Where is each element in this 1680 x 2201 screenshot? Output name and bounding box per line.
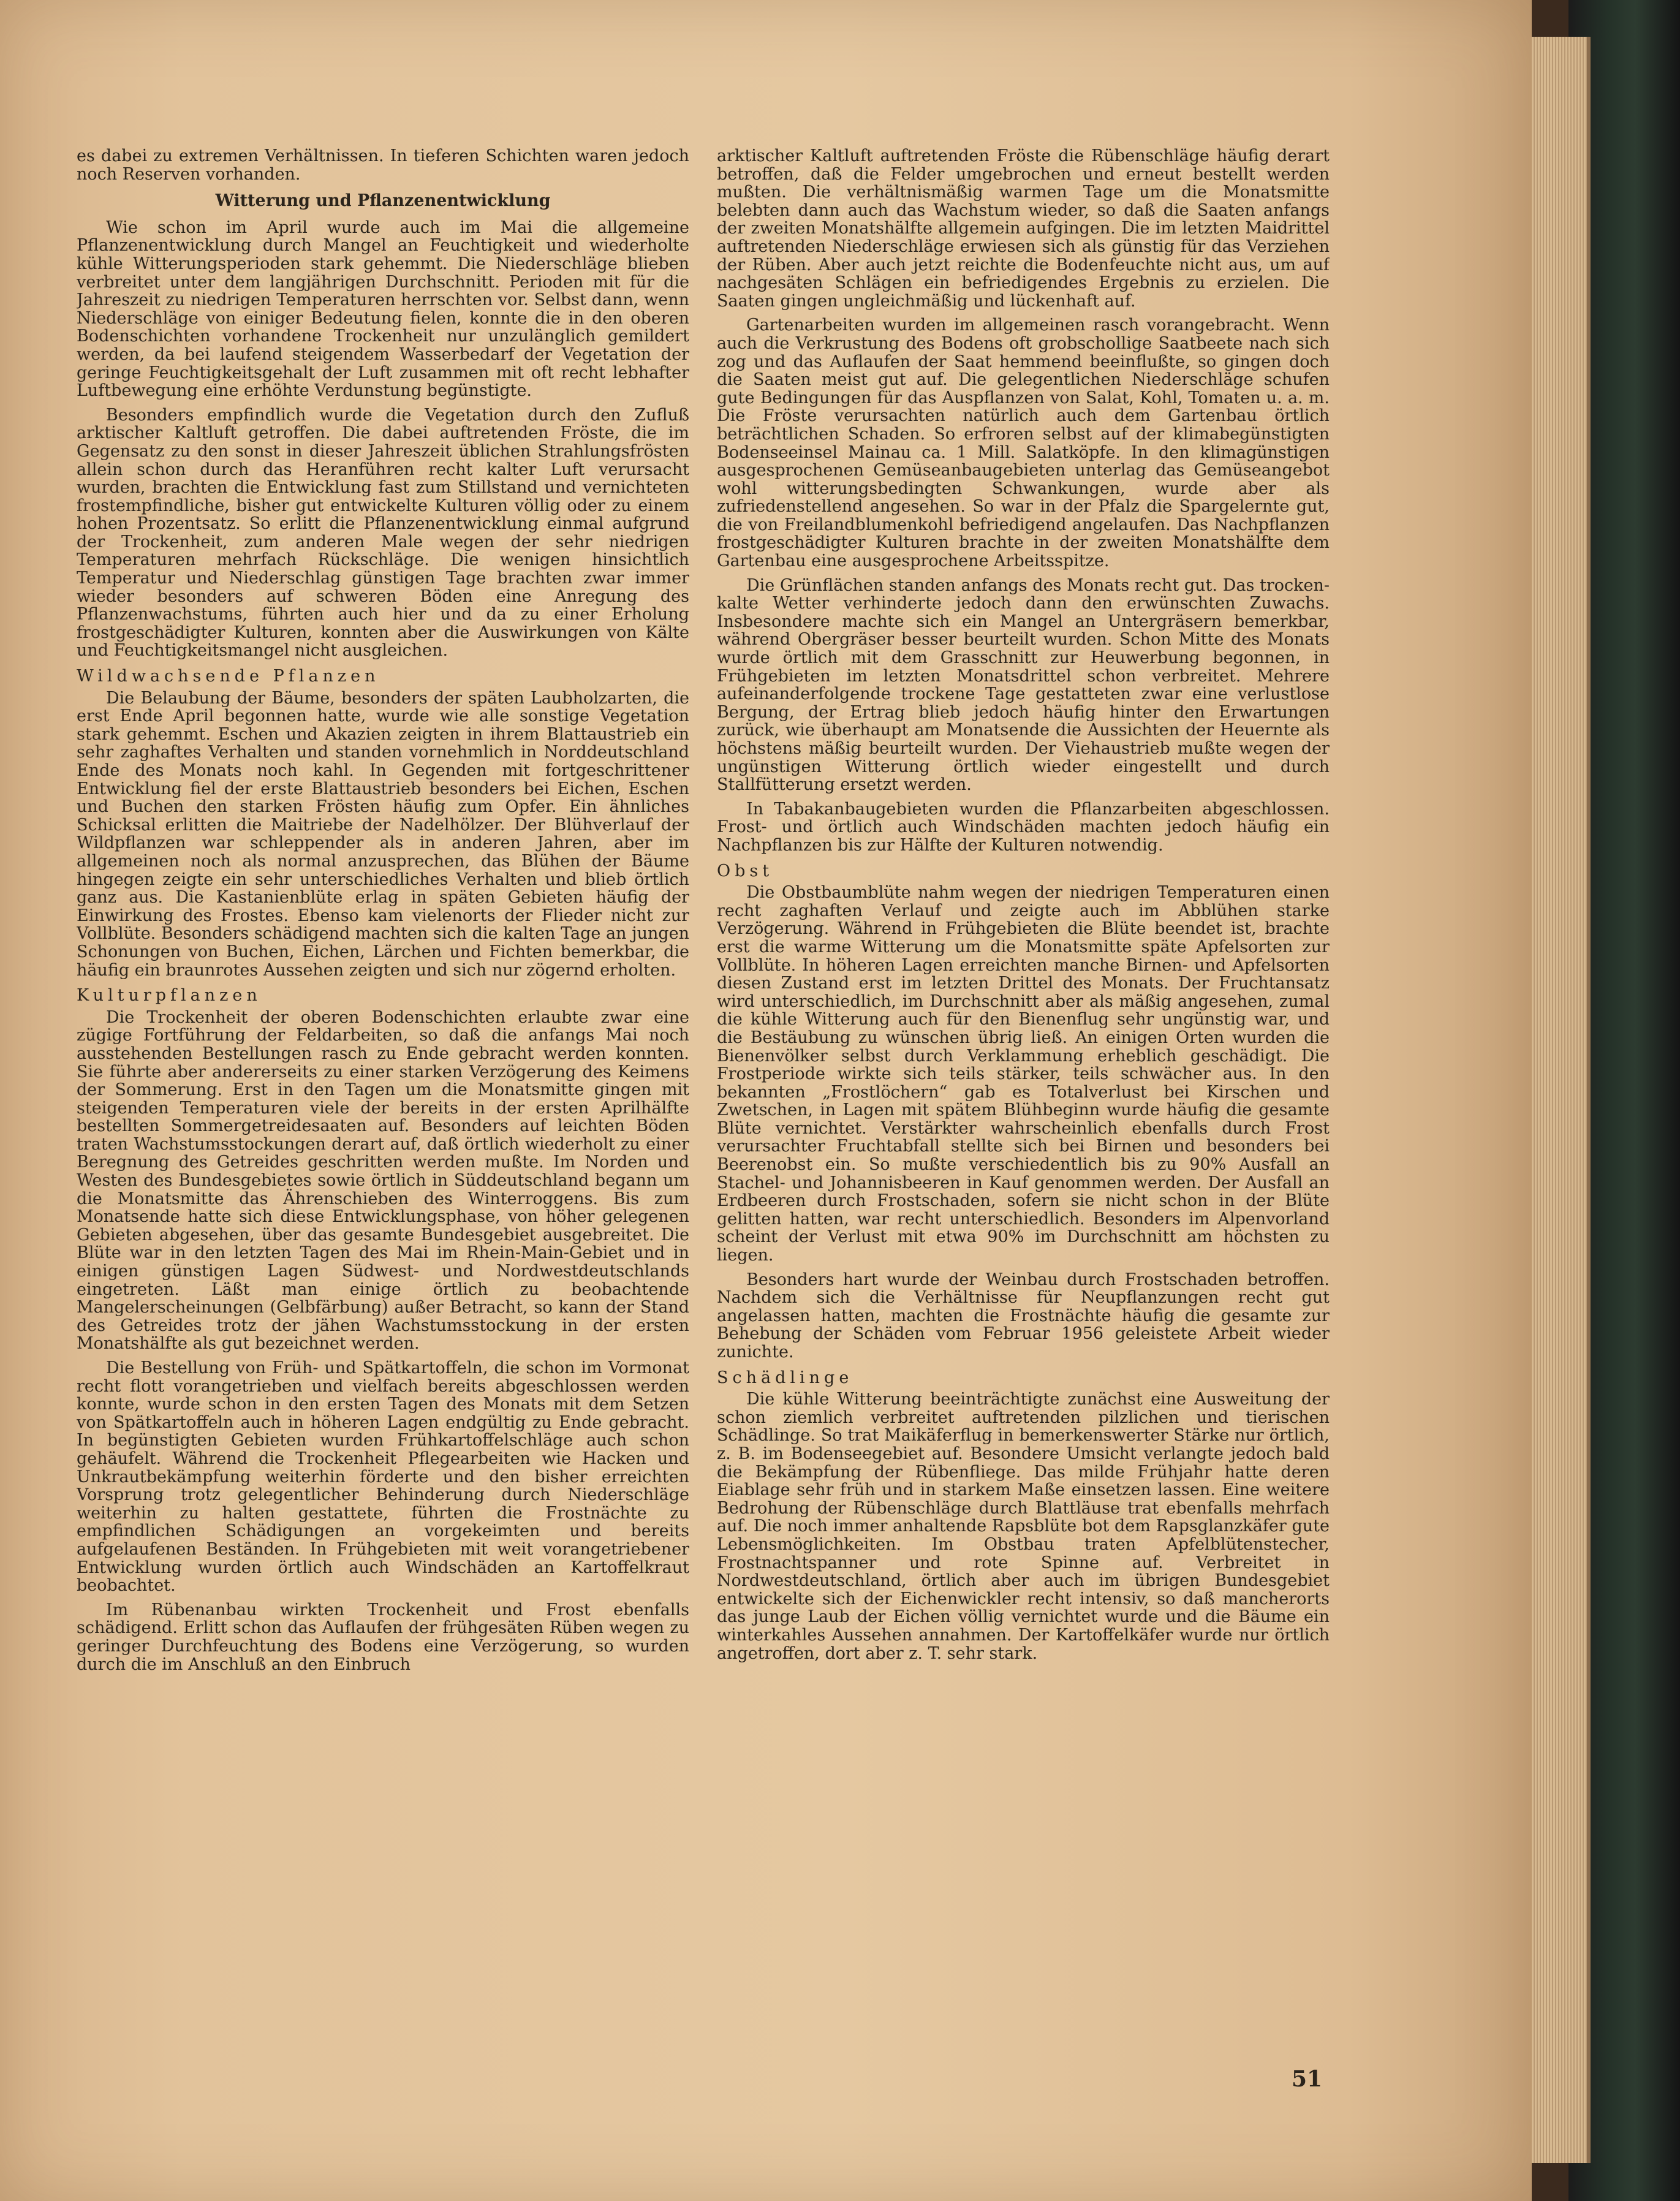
left-column (77, 147, 689, 2004)
section-heading: Witterung und Pflanzenentwicklung (215, 191, 551, 211)
subsection-heading: Obst (717, 861, 774, 881)
right-column (717, 147, 1330, 2004)
subsection-heading: Kulturpflanzen (77, 986, 262, 1006)
paragraph: Die Trockenheit der oberen Bodenschichten erlaubte zwar eine zügige Fortführung der Feldarbeiten, so daß die anfangs Mai noch ausstehenden Bestellungen rasch zu Ende gebracht werden konnten. Sie führte aber andererseits zu einer starken Verzögerung des Keimens der Sommerung. Erst in den Tagen um die Monatsmitte gingen mit steigenden Temperaturen viele der bereits in der ersten Aprilhälfte bestellten Sommergetreidesaaten auf. Besonders auf leichten Böden traten Wachstumsstockungen derart auf, daß örtlich wiederholt zu einer Beregnung des Getreides geschritten werden mußte. Im Norden und Westen des Bundesgebietes sowie örtlich in Süddeutschland begann um die Monatsmitte das Ährenschieben des Winterroggens. Bis zum Monatsende hatte sich diese Entwicklungsphase, von höher gelegenen Gebieten abgesehen, über das gesamte Bundesgebiet ausgebreitet. Die Blüte war in den letzten Tagen des Mai im Rhein-Main-Gebiet und in einigen günstigen Lagen Südwest- und Nordwestdeutschlands eingetreten. Läßt man einige örtlich zu beobachtende Mangelerscheinungen (Gelbfärbung) außer Betracht, so kann der Stand des Getreides trotz der jähen Wachstumsstockung in der ersten Monatshälfte als gut bezeichnet werden. (77, 1007, 689, 1354)
subsection-heading: Wildwachsende Pflanzen (77, 667, 380, 686)
paragraph: Die Belaubung der Bäume, besonders der späten Laubholzarten, die erst Ende April begonnen hatte, wurde wie alle sonstige Vegetation stark gehemmt. Eschen und Akazien zeigten in ihrem Blattaustrieb ein sehr zaghaftes Verhalten und standen vornehmlich in Norddeutschland Ende des Monats noch kahl. In Gegenden mit fortgeschrittener Entwicklung fiel der erste Blattaustrieb besonders bei Eichen, Eschen und Buchen den starken Frösten häufig zum Opfer. Ein ähnliches Schicksal erlitten die Maitriebe der Nadelhölzer. Der Blühverlauf der Wildpflanzen war schleppender als in anderen Jahren, aber im allgemeinen noch als normal anzusprechen, das Blühen der Bäume hingegen zeigte ein sehr unterschiedliches Verhalten und blieb örtlich ganz aus. Die Kastanienblüte erlag in späten Gebieten häufig der Einwirkung des Frostes. Ebenso kam vielenorts der Flieder nicht zur Vollblüte. Besonders schädigend machten sich die kalten Tage an jungen Schonungen von Buchen, Eichen, Lärchen und Fichten bemerkbar, die häufig ein braunrotes Aussehen zeigten und sich nur zögernd erholten. (77, 688, 689, 980)
paragraph: Die kühle Witterung beeinträchtigte zunächst eine Ausweitung der schon ziemlich verbreitet auftretenden pilzlichen und tierischen Schädlinge. So trat Maikäferflug in bemerkenswerter Stärke nur örtlich, z. B. im Bodenseegebiet auf. Besondere Umsicht verlangte jedoch bald die Bekämpfung der Rübenfliege. Das milde Frühjahr hatte deren Eiablage sehr früh und in starkem Maße einsetzen lassen. Eine weitere Bedrohung der Rübenschläge durch Blattläuse trat ebenfalls mehrfach auf. Die noch immer anhaltende Rapsblüte bot dem Rapsglanzkäfer gute Lebensmöglichkeiten. Im Obstbau traten Apfelblütenstecher, Frostnachtspanner und rote Spinne auf. Verbreitet in Nordwestdeutschland, örtlich aber auch im übrigen Bundesgebiet entwickelte sich der Eichenwickler recht intensiv, so daß mancherorts das junge Laub der Eichen völlig vernichtet wurde und die Bäume ein winterkahles Aussehen annahmen. Der Kartoffelkäfer wurde nur örtlich angetroffen, dort aber z. T. sehr stark. (717, 1390, 1330, 1663)
paragraph: es dabei zu extremen Verhältnissen. In tieferen Schichten waren jedoch noch Reserven vorhanden. (77, 147, 689, 184)
paragraph: Im Rübenanbau wirkten Trockenheit und Frost ebenfalls schädigend. Erlitt schon das Auflaufen der frühgesäten Rüben wegen zu geringer Durchfeuchtung des Bodens eine Verzögerung, so wurden durch die im Anschluß an den Einbruch (77, 1600, 689, 1674)
paragraph: arktischer Kaltluft auftretenden Fröste die Rübenschläge häufig derart betroffen, daß die Felder umgebrochen und erneut bestellt werden mußten. Die verhältnismäßig warmen Tage um die Monatsmitte belebten dann auch das Wachstum wieder, so daß die Saaten anfangs der zweiten Monatshälfte allgemein aufgingen. Die im letzten Maidrittel auftretenden Niederschläge erwiesen sich als günstig für das Verziehen der Rüben. Aber auch jetzt reichte die Bodenfeuchte nicht aus, um auf nachgesäten Schlägen ein befriedigendes Ergebnis zu erzielen. Die Saaten gingen ungleichmäßig und lückenhaft auf. (717, 147, 1330, 311)
paragraph: Wie schon im April wurde auch im Mai die allgemeine Pflanzenentwicklung durch Mangel an Feuchtigkeit und wiederholte kühle Witterungsperioden stark gehemmt. Die Niederschläge blieben verbreitet unter dem langjährigen Durchschnitt. Perioden mit für die Jahreszeit zu niedrigen Temperaturen herrschten vor. Selbst dann, wenn Niederschläge von einiger Bedeutung fielen, konnte die in den oberen Bodenschichten vorhandene Trockenheit nur unzulänglich gemildert werden, da bei laufend steigendem Wasserbedarf der Vegetation der geringe Feuchtigkeitsgehalt der Luft zusammen mit oft recht lebhafter Luftbewegung eine erhöhte Verdunstung begünstigte. (77, 218, 689, 401)
paragraph: Besonders hart wurde der Weinbau durch Frostschaden betroffen. Nachdem sich die Verhältnisse für Neupflanzungen recht gut angelassen hatten, machten die Frostnächte häufig die gesamte zur Behebung der Schäden vom Februar 1956 geleistete Arbeit wieder zunichte. (717, 1270, 1330, 1362)
subsection-heading: Schädlinge (717, 1368, 853, 1387)
paragraph: In Tabakanbaugebieten wurden die Pflanzarbeiten abgeschlossen. Frost- und örtlich auch Windschäden machten jedoch häufig ein Nachpflanzen bis zur Hälfte der Kulturen notwendig. (717, 799, 1330, 855)
paragraph: Gartenarbeiten wurden im allgemeinen rasch vorangebracht. Wenn auch die Verkrustung des Bodens oft grobschollige Saatbeete nach sich zog und das Auflaufen der Saat hemmend beeinflußte, so gingen doch die Saaten meist gut auf. Die gelegentlichen Niederschläge schufen gute Bedingungen für das Auspflanzen von Salat, Kohl, Tomaten u. a. m. Die Fröste verursachten natürlich auch dem Gartenbau örtlich beträchtlichen Schaden. So erfroren selbst auf der klimabegünstigten Bodenseeinsel Mainau ca. 1 Mill. Salatköpfe. In den klimagünstigen ausgesprochenen Gemüseanbaugebieten unterlag das Gemüseangebot wohl witterungsbedingten Schwankungen, wurde aber als zufriedenstellend angesehen. So war in der Pfalz die Spargelernte gut, die von Freilandblumenkohl befriedigend angelaufen. Das Nachpflanzen frostgeschädigter Kulturen brachte in der zweiten Monatshälfte dem Gartenbau eine ausgesprochene Arbeitsspitze. (717, 316, 1330, 571)
page-number: 51 (1292, 2066, 1323, 2092)
paragraph: Die Grünflächen standen anfangs des Monats recht gut. Das trocken-kalte Wetter verhinderte jedoch dann den erwünschten Zuwachs. Insbesondere machte sich ein Mangel an Untergräsern bemerkbar, während Obergräser besser beurteilt wurden. Schon Mitte des Monats wurde örtlich mit dem Grasschnitt zur Heuwerbung begonnen, in Frühgebieten im letzten Monatsdrittel schon verbreitet. Mehrere aufeinanderfolgende trockene Tage gestatteten zwar eine verlustlose Bergung, der Ertrag blieb jedoch häufig hinter den Erwartungen zurück, wie überhaupt am Monatsende die Aussichten der Heuernte als höchstens mäßig beurteilt wurden. Der Viehaustrieb mußte wegen der ungünstigen Witterung örtlich wieder eingestellt und durch Stallfütterung ersetzt werden. (717, 575, 1330, 795)
paragraph: Besonders empfindlich wurde die Vegetation durch den Zufluß arktischer Kaltluft getroffen. Die dabei auftretenden Fröste, die im Gegensatz zu den sonst in dieser Jahreszeit üblichen Strahlungsfrösten allein schon durch das Heranführen recht kalter Luft verursacht wurden, brachten die Entwicklung fast zum Stillstand und vernichteten frostempfindliche, bisher gut entwickelte Kulturen völlig oder zu einem hohen Prozentsatz. So erlitt die Pflanzenentwicklung einmal aufgrund der Trockenheit, zum anderen Male wegen der sehr niedrigen Temperaturen mehrfach Rückschläge. Die wenigen hinsichtlich Temperatur und Niederschlag günstigen Tage brachten zwar immer wieder besonders auf schweren Böden eine Anregung des Pflanzenwachstums, führten auch hier und da zu einer Erholung frostgeschädigter Kulturen, konnten aber die Auswirkungen von Kälte und Feuchtigkeitsmangel nicht ausgleichen. (77, 405, 689, 661)
paragraph: Die Bestellung von Früh- und Spätkartoffeln, die schon im Vormonat recht flott vorangetrieben und vielfach bereits abgeschlossen werden konnte, wurde schon in den ersten Tagen des Monats mit dem Setzen von Spätkartoffeln auch in höheren Lagen endgültig zu Ende gebracht. In begünstigten Gebieten wurden Frühkartoffelschläge auch schon gehäufelt. Während die Trockenheit Pflegearbeiten wie Hacken und Unkrautbekämpfung weiterhin förderte und den bisher erreichten Vorsprung trotz gelegentlicher Behinderung durch Niederschläge weiterhin zu halten gestattete, führten die Frostnächte zu empfindlichen Schädigungen an vorgekeimten und bereits aufgelaufenen Beständen. In Frühgebieten mit weit vorangetriebener Entwicklung wurden örtlich auch Windschäden an Kartoffelkraut beobachtet. (77, 1358, 689, 1596)
paragraph: Die Obstbaumblüte nahm wegen der niedrigen Temperaturen einen recht zaghaften Verlauf und zeigte auch im Abblühen starke Verzögerung. Während in Frühgebieten die Blüte beendet ist, brachte erst die warme Witterung um die Monatsmitte späte Apfelsorten zur Vollblüte. In höheren Lagen erreichten manche Birnen- und Apfelsorten diesen Zustand erst im letzten Drittel des Monats. Der Fruchtansatz wird unterschiedlich, im Durchschnitt aber als mäßig angesehen, zumal die kühle Witterung auch für den Bienenflug sehr ungünstig war, und die Bestäubung zu wünschen übrig ließ. An einigen Orten wurden die Bienenvölker selbst durch Verklammung erheblich geschädigt. Die Frostperiode wirkte sich teils stärker, teils schwächer aus. In den bekannten „Frostlöchern“ gab es Totalverlust bei Kirschen und Zwetschen, in Lagen mit spätem Blühbeginn wurde häufig die gesamte Blüte vernichtet. Verstärkter wahrscheinlich ebenfalls durch Frost verursachter Fruchtabfall stellte sich bei Birnen und besonders bei Beerenobst ein. So mußte verschiedentlich bis zu 90% Ausfall an Stachel- und Johannisbeeren in Kauf genommen werden. Der Ausfall an Erdbeeren durch Frostschaden, sofern sie nicht schon in der Blüte gelitten hatten, war recht unterschiedlich. Besonders im Alpenvorland scheint der Verlust mit etwa 90% im Durchschnitt am höchsten zu liegen. (717, 883, 1330, 1265)
